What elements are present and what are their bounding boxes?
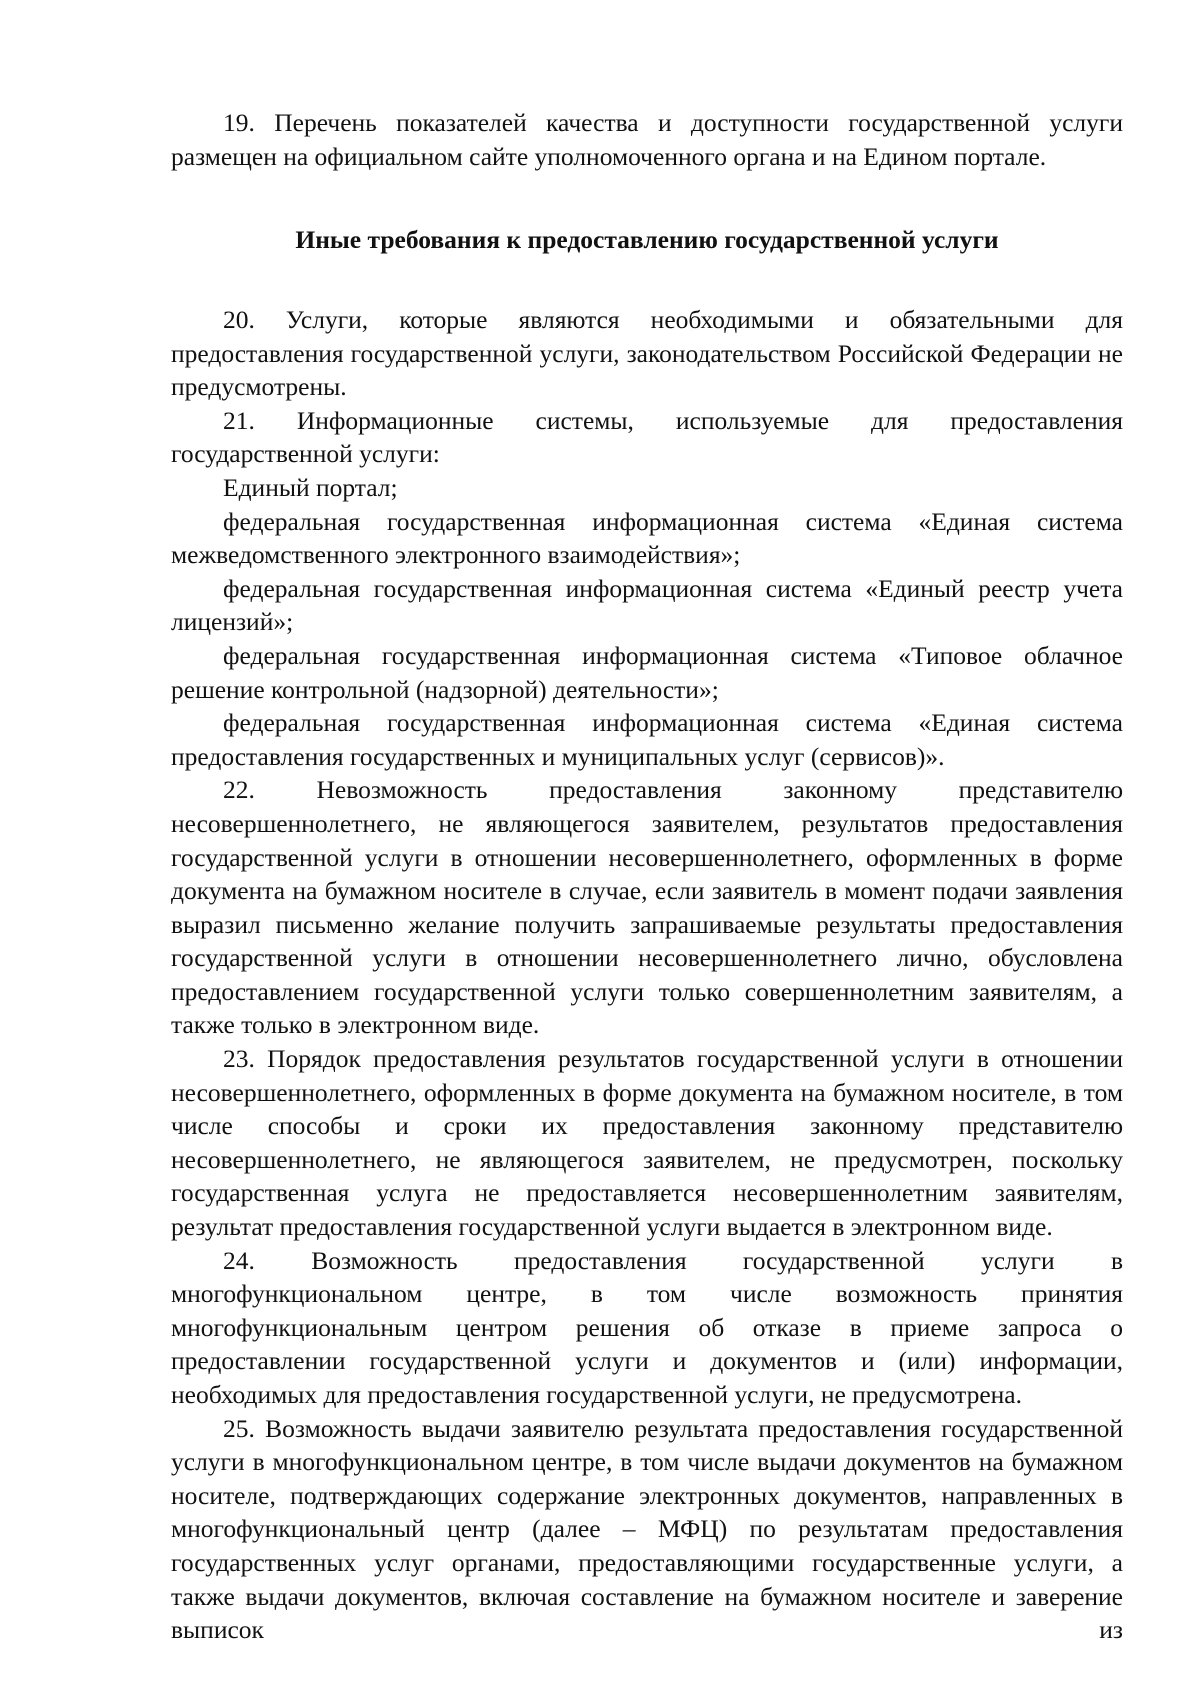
list-item-license-registry: федеральная государственная информационная система «Единый реестр учета лицензий»; — [171, 573, 1123, 637]
paragraph-24: 24. Возможность предоставления государственной услуги в многофункциональном центре, в том числе возможность принятия многофункциональным центром решения об отказе в приеме запроса о предоставлении государственной услуги и документов и (или) информации, необходимых для предоставления государственной услуги, не предусмотрена. — [171, 1245, 1123, 1409]
paragraph-23: 23. Порядок предоставления результатов государственной услуги в отношении несовершеннолетнего, оформленных в форме документа на бумажном носителе, в том числе способы и сроки их предоставления законному представителю несовершеннолетнего, не являющегося заявителем, не предусмотрен, поскольку государственная услуга не предоставляется несовершеннолетним заявителям, результат предоставления государственной услуги выдается в электронном виде. — [171, 1044, 1123, 1242]
paragraph-19: 19. Перечень показателей качества и доступности государственной услуги размещен на официальном сайте уполномоченного органа и на Едином портале. — [171, 108, 1123, 171]
list-item-cloud-solution: федеральная государственная информационная система «Типовое облачное решение контрольной (надзорной) деятельности»; — [171, 640, 1123, 704]
paragraph-25: 25. Возможность выдачи заявителю результата предоставления государственной услуги в многофункциональном центре, в том числе выдачи документов на бумажном носителе, подтверждающих содержание электронных документов, направленных в многофункциональный центр (далее – МФЦ) по результатам предоставления государственных услуг органами, предоставляющими государственные услуги, а также выдачи документов, включая составление на бумажном носителе и заверение выписок из — [171, 1413, 1123, 1645]
paragraph-22: 22. Невозможность предоставления законному представителю несовершеннолетнего, не являющегося заявителем, результатов предоставления государственной услуги в отношении несовершеннолетнего, оформленных в форме документа на бумажном носителе в случае, если заявитель в момент подачи заявления выразил письменно желание получить запрашиваемые результаты предоставления государственной услуги в отношении несовершеннолетнего лично, обусловлена предоставлением государственной услуги только совершеннолетним заявителям, а также только в электронном виде. — [171, 775, 1123, 1040]
list-item-interagency-system: федеральная государственная информационная система «Единая система межведомственного электронного взаимодействия»; — [171, 506, 1123, 570]
paragraph-20: 20. Услуги, которые являются необходимыми и обязательными для предоставления государственной услуги, законодательством Российской Федерации не предусмотрены. — [171, 305, 1123, 402]
intro-block — [171, 106, 1123, 173]
paragraph-21: 21. Информационные системы, используемые для предоставления государственной услуги: — [171, 405, 1123, 469]
section-heading: Иные требования к предоставлению государственной услуги — [295, 225, 999, 254]
list-item-public-services-system: федеральная государственная информационная система «Единая система предоставления государственных и муниципальных услуг (сервисов)». — [171, 708, 1123, 771]
list-item-single-portal: Единый портал; — [223, 472, 398, 502]
paragraphs-block — [171, 303, 1123, 1647]
